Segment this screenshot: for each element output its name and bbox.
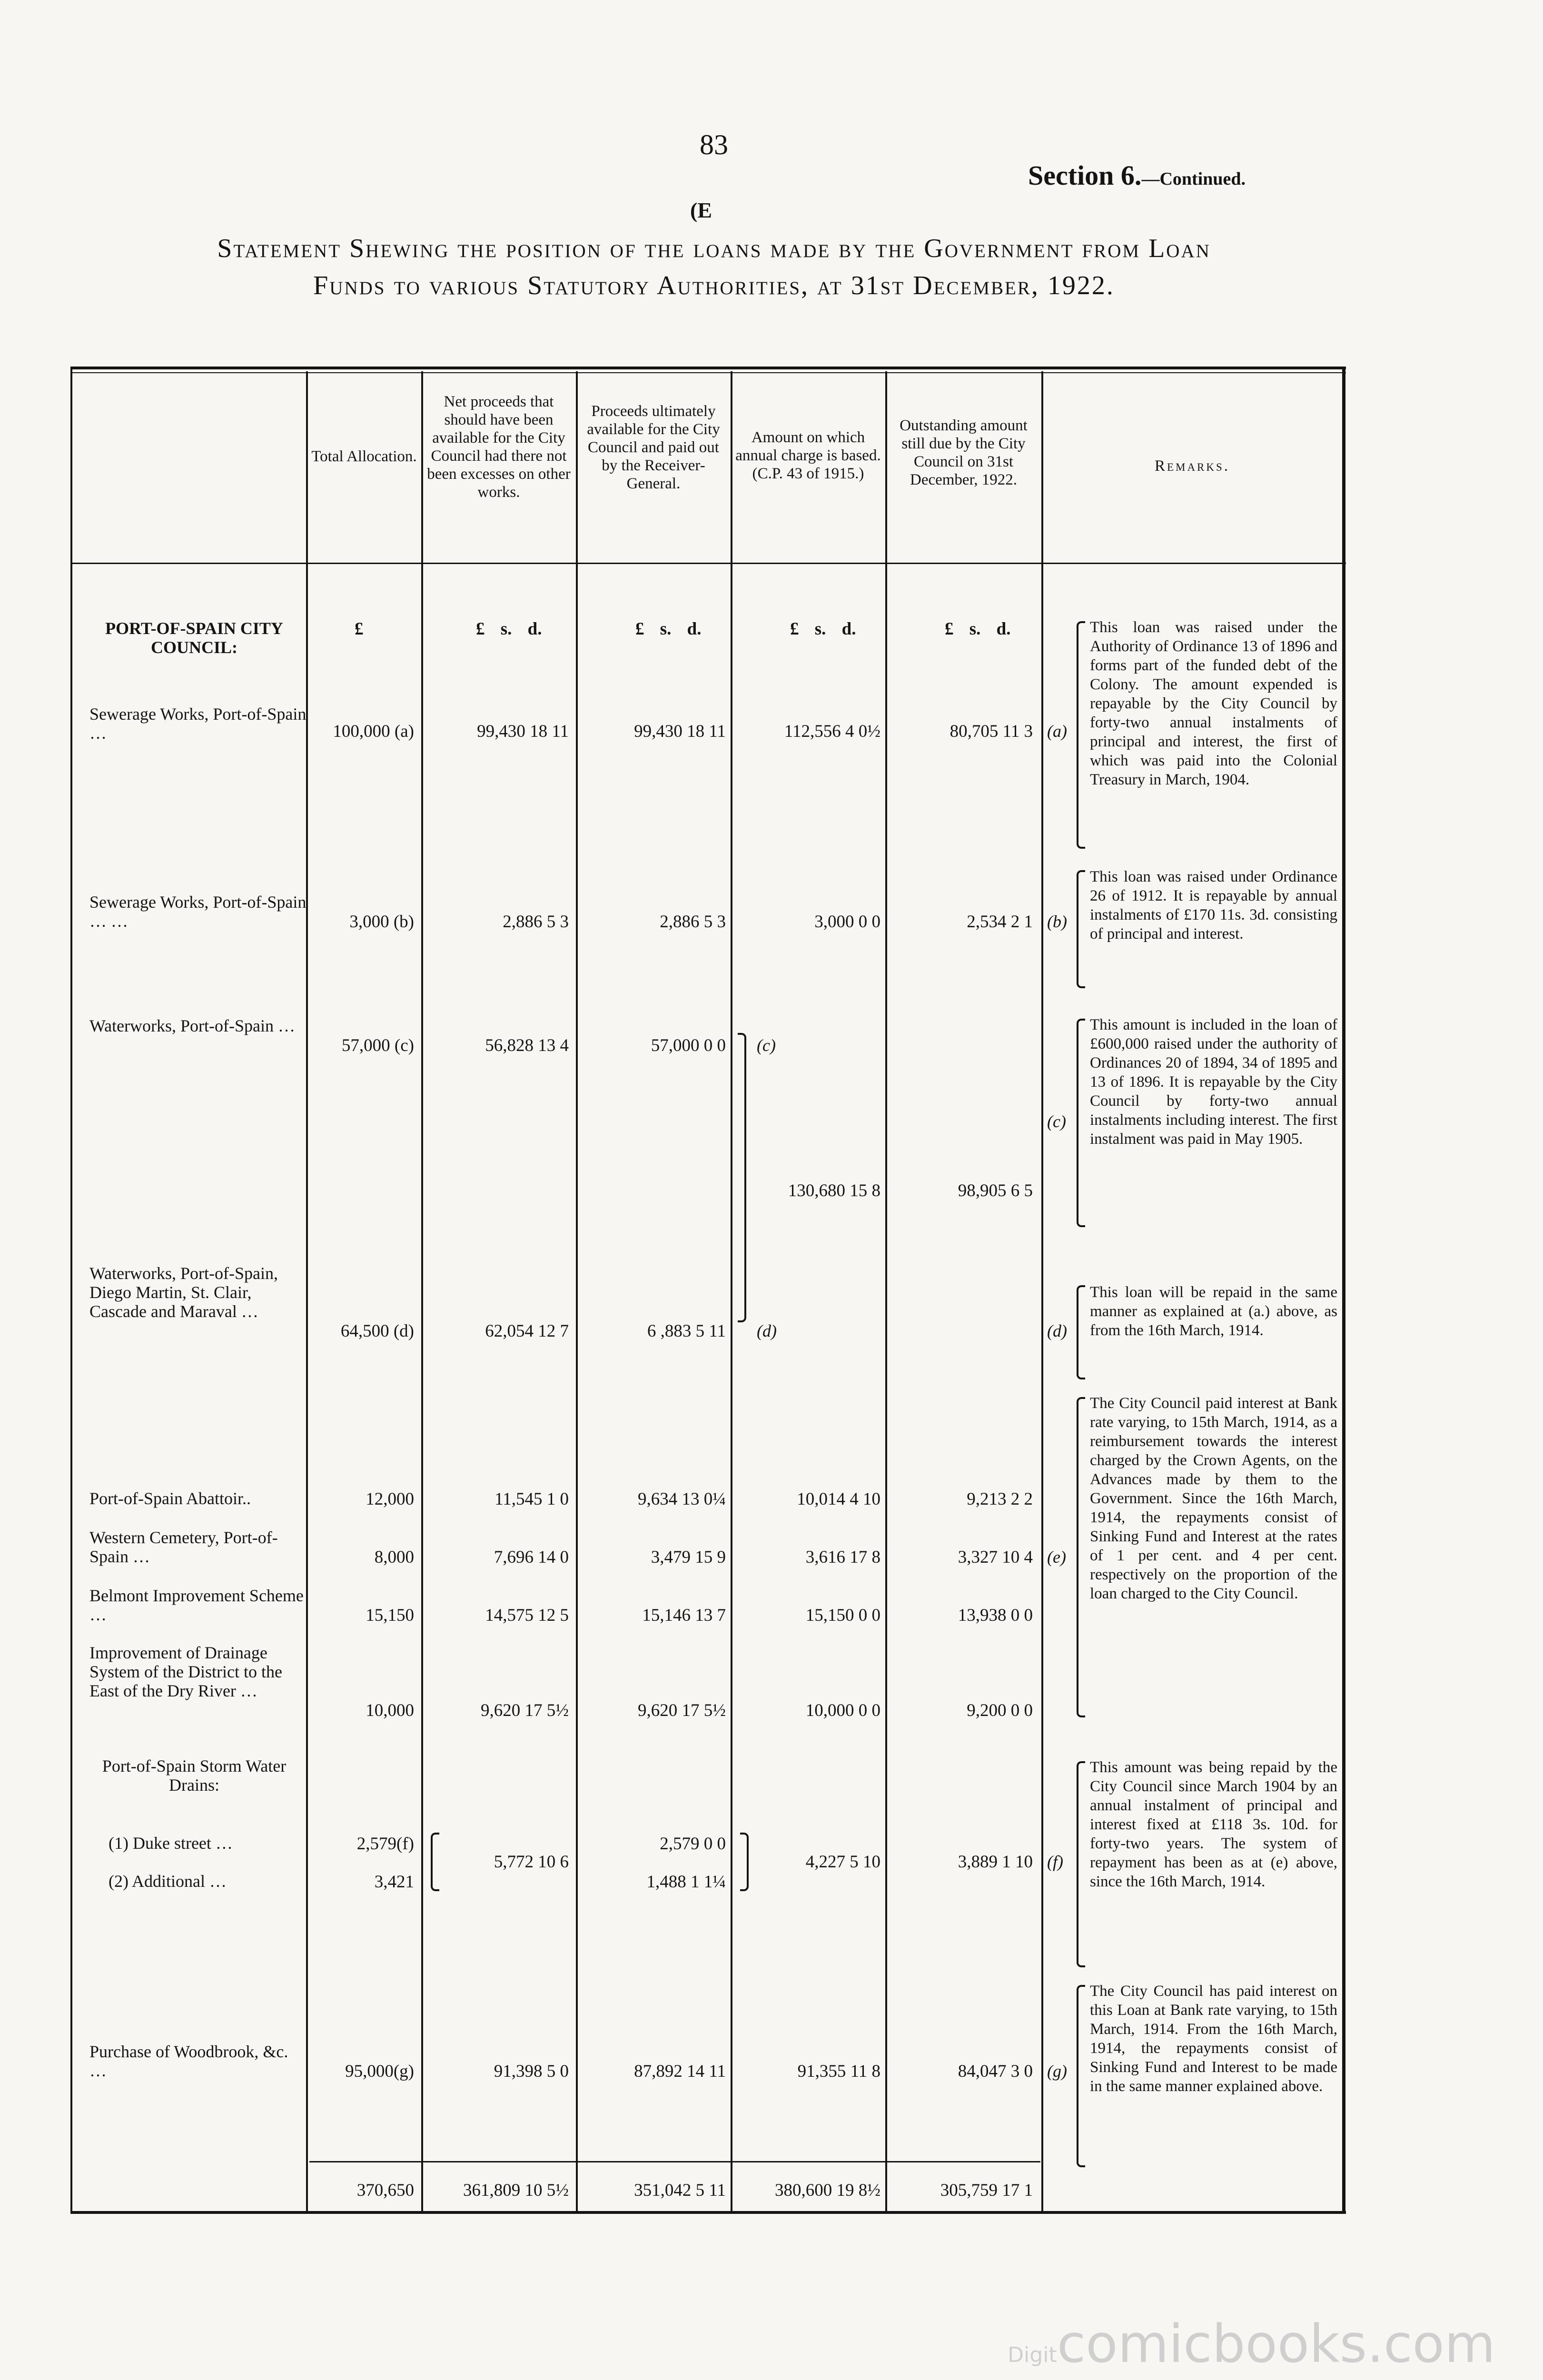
col-divider-2 xyxy=(421,371,423,2211)
cell-total: 57,000 (c) xyxy=(341,1036,414,1055)
total-outstanding-sum: 305,759 17 1 xyxy=(940,2181,1033,2200)
cell-annual-note: (c) xyxy=(757,1036,776,1055)
cell-proceeds: 6 ,883 5 11 xyxy=(647,1321,726,1341)
col-header-proceeds-ultimately: Proceeds ultimately available for the City Council and paid out by the Receiver-General. xyxy=(587,403,720,492)
cell-net: 2,886 5 3 xyxy=(503,912,569,932)
cell-net: 56,828 13 4 xyxy=(485,1036,569,1055)
cell-total: 64,500 (d) xyxy=(340,1321,414,1341)
section-continued: —Continued. xyxy=(1141,169,1246,189)
table-left-border xyxy=(70,367,72,2213)
total-proceeds-sum: 351,042 5 11 xyxy=(634,2181,726,2200)
cell-proceeds: 15,146 13 7 xyxy=(642,1606,726,1625)
cell-outstanding: 3,889 1 10 xyxy=(958,1852,1033,1872)
total-annual-sum: 380,600 19 8½ xyxy=(775,2181,880,2200)
row-label: (1) Duke street … xyxy=(109,1834,233,1853)
remark-brace xyxy=(1077,621,1085,849)
remark-ref: (d) xyxy=(1047,1321,1067,1340)
page-number: 83 xyxy=(700,129,728,160)
table-top-rule xyxy=(70,367,1346,369)
cell-proceeds: 3,479 15 9 xyxy=(651,1547,726,1567)
cell-net: 9,620 17 5½ xyxy=(481,1701,569,1720)
group-heading: PORT-OF-SPAIN CITY COUNCIL: xyxy=(105,619,283,657)
cell-annual-note: (d) xyxy=(757,1321,777,1340)
col-header-annual-charge: Amount on which annual charge is based. (C.P. 43 of 1915.) xyxy=(735,429,881,482)
cell-proceeds: 9,620 17 5½ xyxy=(638,1701,726,1720)
page-title-line-2: Funds to various Statutory Authorities, at 31st December, 1922. xyxy=(313,271,1115,300)
col-header-outstanding: Outstanding amount still due by the City Council on 31st December, 1922. xyxy=(900,417,1028,488)
remark-brace xyxy=(1077,1285,1085,1379)
cell-proceeds: 9,634 13 0¼ xyxy=(638,1489,726,1509)
cell-outstanding: 9,213 2 2 xyxy=(967,1489,1033,1509)
cell-annual: 112,556 4 0½ xyxy=(784,722,880,741)
watermark xyxy=(1008,2313,1495,2374)
table-top-rule-thin xyxy=(70,372,1346,373)
cell-total: 2,579(f) xyxy=(356,1834,414,1854)
cell-outstanding: 98,905 6 5 xyxy=(958,1181,1033,1200)
table-right-border xyxy=(1342,367,1345,2213)
row-label: Sewerage Works, Port-of-Spain … xyxy=(89,704,307,743)
row-label: Waterworks, Port-of-Spain, Diego Martin, St. Clair, Cascade and Maraval … xyxy=(89,1264,278,1321)
cell-annual: 10,000 0 0 xyxy=(805,1701,880,1720)
cell-proceeds: 2,886 5 3 xyxy=(660,912,726,932)
cell-net: 11,545 1 0 xyxy=(495,1489,569,1509)
cell-outstanding: 80,705 11 3 xyxy=(950,722,1033,741)
cell-outstanding: 9,200 0 0 xyxy=(967,1701,1033,1720)
col-header-total-allocation: Total Allocation. xyxy=(311,448,417,465)
remark-ref: (a) xyxy=(1047,722,1067,741)
cell-proceeds: 57,000 0 0 xyxy=(651,1036,726,1055)
combined-brace-cd xyxy=(738,1033,746,1322)
watermark-prefix: Digit xyxy=(1008,2343,1057,2367)
cell-net: 7,696 14 0 xyxy=(494,1547,569,1567)
col-divider-4 xyxy=(731,371,732,2211)
remark-brace xyxy=(1077,1019,1085,1227)
cell-outstanding: 84,047 3 0 xyxy=(958,2062,1033,2081)
cell-annual: 130,680 15 8 xyxy=(788,1181,880,1200)
cell-net: 5,772 10 6 xyxy=(494,1852,569,1872)
remark-b: This loan was raised under Ordinance 26 of 1912. It is repayable by annual instalments of £170 11s. 3d. consisting of principal and interest. xyxy=(1090,868,1337,942)
cell-net: 91,398 5 0 xyxy=(494,2062,569,2081)
remark-brace xyxy=(1077,1397,1085,1717)
cell-total: 10,000 xyxy=(366,1701,414,1720)
unit-total: £ xyxy=(355,619,364,639)
col-divider-5 xyxy=(885,371,887,2211)
remark-ref: (g) xyxy=(1047,2062,1067,2081)
col-divider-3 xyxy=(576,371,578,2211)
cell-annual: 4,227 5 10 xyxy=(805,1852,880,1872)
row-label: Belmont Improvement Scheme … xyxy=(89,1586,304,1624)
remark-f: This amount was being repaid by the City Council since March 1904 by an annual instalment of principal and interest fixed at £118 3s. 10d. for forty-two years. The system of repayment has been as at (e) above, since the 16th March, 1914. xyxy=(1090,1759,1337,1890)
cell-net: 14,575 12 5 xyxy=(485,1606,569,1625)
cell-total: 3,000 (b) xyxy=(349,912,414,932)
cell-proceeds: 87,892 14 11 xyxy=(634,2062,726,2081)
subgroup-heading: Port-of-Spain Storm Water Drains: xyxy=(102,1756,287,1795)
unit-proceeds: £ s. d. xyxy=(635,619,702,639)
remark-ref: (f) xyxy=(1047,1852,1063,1871)
cell-outstanding: 2,534 2 1 xyxy=(967,912,1033,932)
remark-d: This loan will be repaid in the same manner as explained at (a.) above, as from the 16th March, 1914. xyxy=(1090,1284,1337,1339)
cell-net: 99,430 18 11 xyxy=(477,722,569,741)
total-allocation-sum: 370,650 xyxy=(356,2181,414,2200)
remark-brace xyxy=(1077,1761,1085,1967)
col-header-net-proceeds: Net proceeds that should have been available for the City Council had there not been excesses on other works. xyxy=(427,393,571,501)
page-title-line-1: Statement Shewing the position of the loans made by the Government from Loan xyxy=(217,234,1211,263)
remark-ref: (e) xyxy=(1047,1547,1066,1567)
total-net-sum: 361,809 10 5½ xyxy=(463,2181,569,2200)
cell-annual: 15,150 0 0 xyxy=(805,1606,880,1625)
cell-proceeds: 1,488 1 1¼ xyxy=(646,1872,726,1892)
section-title: Section 6. xyxy=(1028,160,1142,191)
cell-annual: 10,014 4 10 xyxy=(797,1489,880,1509)
remark-e: The City Council paid interest at Bank rate varying, to 15th March, 1914, as a reimbursement towards the interest charged by the Crown Agents, on the Advances made by them to the Government. Since the 16th March, 1914, the repayments consist of Sinking Fund and Interest at the rates of 1 per cent. and 4 per cent. respectively on the proportion of the loan charged to the City Council. xyxy=(1090,1395,1337,1602)
col-divider-6 xyxy=(1041,371,1043,2211)
section-tag: (E xyxy=(690,198,712,222)
unit-annual: £ s. d. xyxy=(790,619,856,639)
cell-total: 95,000(g) xyxy=(345,2062,414,2081)
cell-total: 8,000 xyxy=(374,1547,414,1567)
cell-outstanding: 3,327 10 4 xyxy=(958,1547,1033,1567)
cell-proceeds: 99,430 18 11 xyxy=(634,722,726,741)
cell-total: 15,150 xyxy=(366,1606,414,1625)
cell-outstanding: 13,938 0 0 xyxy=(958,1606,1033,1625)
unit-outstanding: £ s. d. xyxy=(945,619,1011,639)
row-label: Sewerage Works, Port-of-Spain … … xyxy=(89,892,307,931)
header-rule xyxy=(70,563,1346,564)
row-label: Improvement of Drainage System of the District to the East of the Dry River … xyxy=(89,1643,282,1700)
cell-net: 62,054 12 7 xyxy=(485,1321,569,1341)
cell-annual: 91,355 11 8 xyxy=(797,2062,880,2081)
remark-a: This loan was raised under the Authority of Ordinance 13 of 1896 and forms part of the funded debt of the Colony. The amount expended is repayable by the City Council by forty-two annual instalments of principal and interest, the first of which was paid into the Colonial Treasury in March, 1904. xyxy=(1090,619,1337,788)
cell-annual: 3,616 17 8 xyxy=(805,1547,880,1567)
cell-proceeds: 2,579 0 0 xyxy=(660,1834,726,1854)
cell-total: 12,000 xyxy=(366,1489,414,1509)
cell-total: 3,421 xyxy=(374,1872,414,1892)
watermark-text: comicbooks.com xyxy=(1057,2313,1495,2374)
row-label: Waterworks, Port-of-Spain … xyxy=(89,1016,296,1035)
totals-rule xyxy=(309,2161,1040,2162)
remark-brace xyxy=(1077,1985,1085,2167)
row-label: (2) Additional … xyxy=(109,1872,227,1891)
row-label: Western Cemetery, Port-of-Spain … xyxy=(89,1528,278,1566)
remark-c: This amount is included in the loan of £600,000 raised under the authority of Ordinances 20 of 1894, 34 of 1895 and 13 of 1896. It is repayable by the City Council by forty-two annual instalments including interest. The first instalment was paid in May 1905. xyxy=(1090,1016,1337,1148)
remark-ref: (b) xyxy=(1047,912,1067,931)
unit-net: £ s. d. xyxy=(476,619,542,639)
section-label xyxy=(1028,159,1246,191)
col-header-remarks: Remarks. xyxy=(1154,457,1230,475)
table-bottom-rule xyxy=(70,2211,1346,2214)
remark-ref: (c) xyxy=(1047,1112,1066,1131)
remark-g: The City Council has paid interest on this Loan at Bank rate varying, to 15th March, 1914. From the 16th March, 1914, the repayments consist of Sinking Fund and Interest to be made in the same manner explained above. xyxy=(1090,1983,1337,2095)
remark-brace xyxy=(1077,870,1085,988)
cell-total: 100,000 (a) xyxy=(333,722,414,741)
row-label: Port-of-Spain Abattoir.. xyxy=(89,1489,251,1508)
cell-annual: 3,000 0 0 xyxy=(814,912,880,932)
row-label: Purchase of Woodbrook, &c. … xyxy=(89,2042,288,2080)
